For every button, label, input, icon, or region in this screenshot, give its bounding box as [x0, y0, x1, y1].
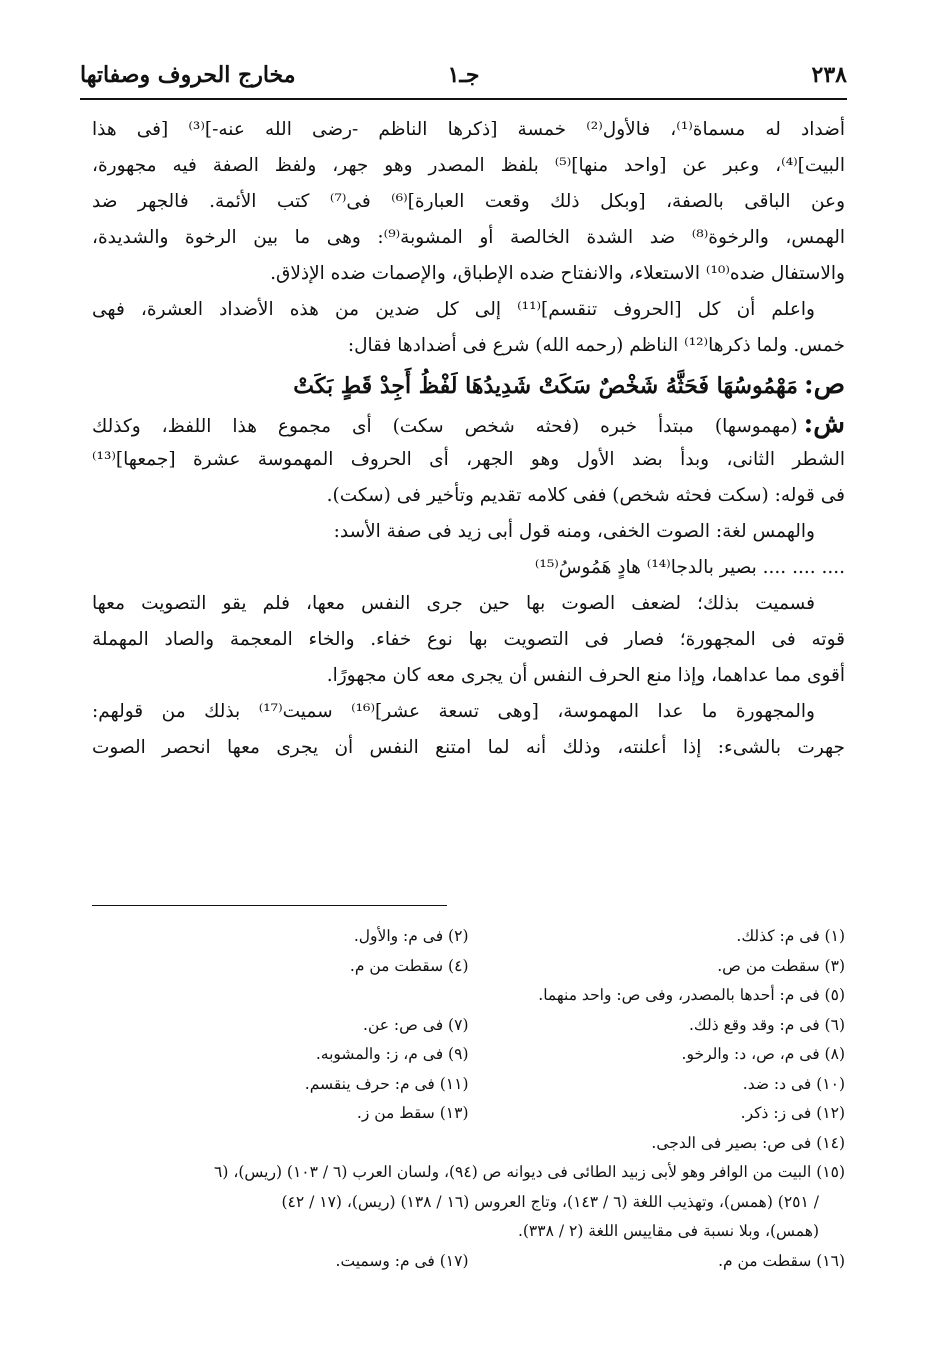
footnote: / ٢٥١) (همس)، وتهذيب اللغة (٦ / ١٤٣)، وتاج العروس (١٦ / ١٣٨) (ريس)، (١٧ / ٤٢): [281, 1192, 819, 1211]
text-line: والمجهورة ما عدا المهموسة، [وهى تسعة عشر]⁽¹⁶⁾ سميت⁽¹⁷⁾ بذلك من قولهم:: [92, 701, 815, 722]
footnote: (٨) فى م، ص، د: والرخو.: [681, 1045, 845, 1063]
footnote: (١) فى م: كذلك.: [736, 927, 845, 945]
footnote: (١٢) فى ز: ذكر.: [740, 1104, 845, 1122]
text-line: والهمس لغة: الصوت الخفى، ومنه قول أبى زيد فى صفة الأسد:: [333, 521, 815, 542]
footnote-row: [92, 1040, 845, 1070]
footnote-row: [92, 1188, 845, 1218]
text-line: الشطر الثانى، وبدأ بضد الأول وهو الجهر، أى الحروف المهموسة عشرة [جمعها]⁽¹³⁾: [92, 449, 845, 470]
text-line: فسميت بذلك؛ لضعف الصوت بها حين جرى النفس معها، فلم يقو التصويت معها: [92, 593, 815, 614]
paragraph-block: [92, 112, 845, 364]
footnote: (٧) فى ص: عن.: [363, 1015, 469, 1034]
footnote-row: [92, 1247, 845, 1277]
chapter-title: مخارج الحروف وصفاتها: [80, 62, 296, 88]
footnote-row: [92, 1217, 845, 1247]
text-line: جهرت بالشىء: إذا أعلنته، وذلك أنه لما امتنع النفس أن يجرى معها انحصر الصوت: [92, 737, 845, 758]
paragraph-block: [92, 442, 845, 550]
text-line: أقوى مما عداهما، وإذا منع الحرف النفس أن يجرى معه كان مجهورًا.: [326, 665, 845, 686]
footnotes: [92, 922, 845, 1276]
text-line: واعلم أن كل [الحروف تنقسم]⁽¹¹⁾ إلى كل ضدين من هذه الأضداد العشرة، فهى: [92, 299, 815, 320]
footnote: (٩) فى م، ز: والمشوبه.: [315, 1045, 469, 1063]
sharh-text: (مهموسها) مبتدأ خبره (فحثه شخص سكت) أى مجموع هذا اللفظ، وكذلك: [92, 416, 798, 437]
footnote-row: [92, 952, 845, 982]
footnote: (١٠) فى د: ضد.: [742, 1074, 845, 1093]
footnote: (١٧) فى م: وسميت.: [335, 1251, 469, 1270]
page-number: ٢٣٨: [811, 62, 847, 88]
footnote: (١٣) سقط من ز.: [356, 1104, 469, 1122]
text-line: أضداد له مسماة⁽¹⁾، فالأول⁽²⁾ خمسة [ذكرها الناظم -رضى الله عنه-]⁽³⁾ [فى هذا: [92, 119, 845, 140]
footnote-rule: [92, 905, 447, 906]
verse-text: مَهْمُوسُهَا فَحَثَّهُ شَخْصٌ سَكَتْ شَدِيدُهَا لَفْظُ أَجِدْ قَطٍ بَكَتْ: [293, 373, 798, 399]
footnote-row: [92, 922, 845, 952]
text-line: قوته فى المجهورة؛ فصار فى التصويت بها نوع خفاء. والخاء المعجمة والصاد المهملة: [92, 629, 845, 650]
sharh-label: ش:: [803, 409, 845, 439]
main-text: [92, 112, 845, 766]
footnote: (١٥) البيت من الوافر وهو لأبى زبيد الطائى فى ديوانه ص (٩٤)، ولسان العرب (٦ / ١٠٣) (ريس)، (٦: [214, 1163, 845, 1181]
footnote: (٣) سقطت من ص.: [717, 956, 845, 975]
volume-label: جـ١: [447, 62, 480, 88]
paragraph-block: [92, 586, 845, 766]
text-line: الهمس، والرخوة⁽⁸⁾ ضد الشدة الخالصة أو المشوبة⁽⁹⁾: وهى ما بين الرخوة والشديدة،: [92, 227, 845, 248]
poem-line: [92, 550, 845, 586]
text-line: وعن الباقى بالصفة، [وبكل ذلك وقعت العبارة]⁽⁶⁾ فى⁽⁷⁾ كتب الأئمة. فالجهر ضد: [92, 191, 845, 212]
text-line: والاستفال ضده⁽¹⁰⁾ الاستعلاء، والانفتاح ضده الإطباق، والإصمات ضده الإذلاق.: [270, 263, 845, 284]
text-line: البيت]⁽⁴⁾، وعبر عن [واحد منها]⁽⁵⁾ بلفظ المصدر وهو جهر، ولفظ الصفة فيه مجهورة،: [92, 155, 845, 176]
footnote-row: [92, 1099, 845, 1129]
footnote: (٥) فى م: أحدها بالمصدر، وفى ص: واحد منهما.: [538, 986, 845, 1004]
footnote-row: [92, 1070, 845, 1100]
footnote-row: [92, 1011, 845, 1041]
running-header: [80, 62, 847, 92]
footnote: (١١) فى م: حرف ينقسم.: [304, 1074, 469, 1093]
footnote: (همس)، وبلا نسبة فى مقاييس اللغة (٢ / ٣٣٨).: [517, 1222, 819, 1240]
text-line: فى قوله: (سكت فحثه شخص) ففى كلامه تقديم وتأخير فى (سكت).: [326, 485, 845, 506]
poem-text: .... .... .... بصير بالدجا⁽¹⁴⁾ هادٍ هَمُوسُ⁽¹⁵⁾: [534, 557, 845, 578]
verse-label: ص:: [803, 370, 845, 400]
verse-line: [92, 364, 845, 406]
header-rule: [80, 98, 847, 100]
footnote: (٤) سقطت من م.: [349, 956, 469, 975]
footnote: (١٦) سقطت من م.: [718, 1251, 845, 1270]
footnote-row: [92, 1129, 845, 1159]
sharh-line: [92, 406, 845, 442]
footnote: (٢) فى م: والأول.: [353, 927, 469, 945]
footnote: (٦) فى م: وقد وقع ذلك.: [688, 1015, 845, 1034]
text-line: خمس. ولما ذكرها⁽¹²⁾ الناظم (رحمه الله) شرع فى أضدادها فقال:: [347, 335, 845, 356]
footnote-row: [92, 1158, 845, 1188]
footnote: (١٤) فى ص: بصير فى الدجى.: [651, 1133, 845, 1152]
footnote-row: [92, 981, 845, 1011]
